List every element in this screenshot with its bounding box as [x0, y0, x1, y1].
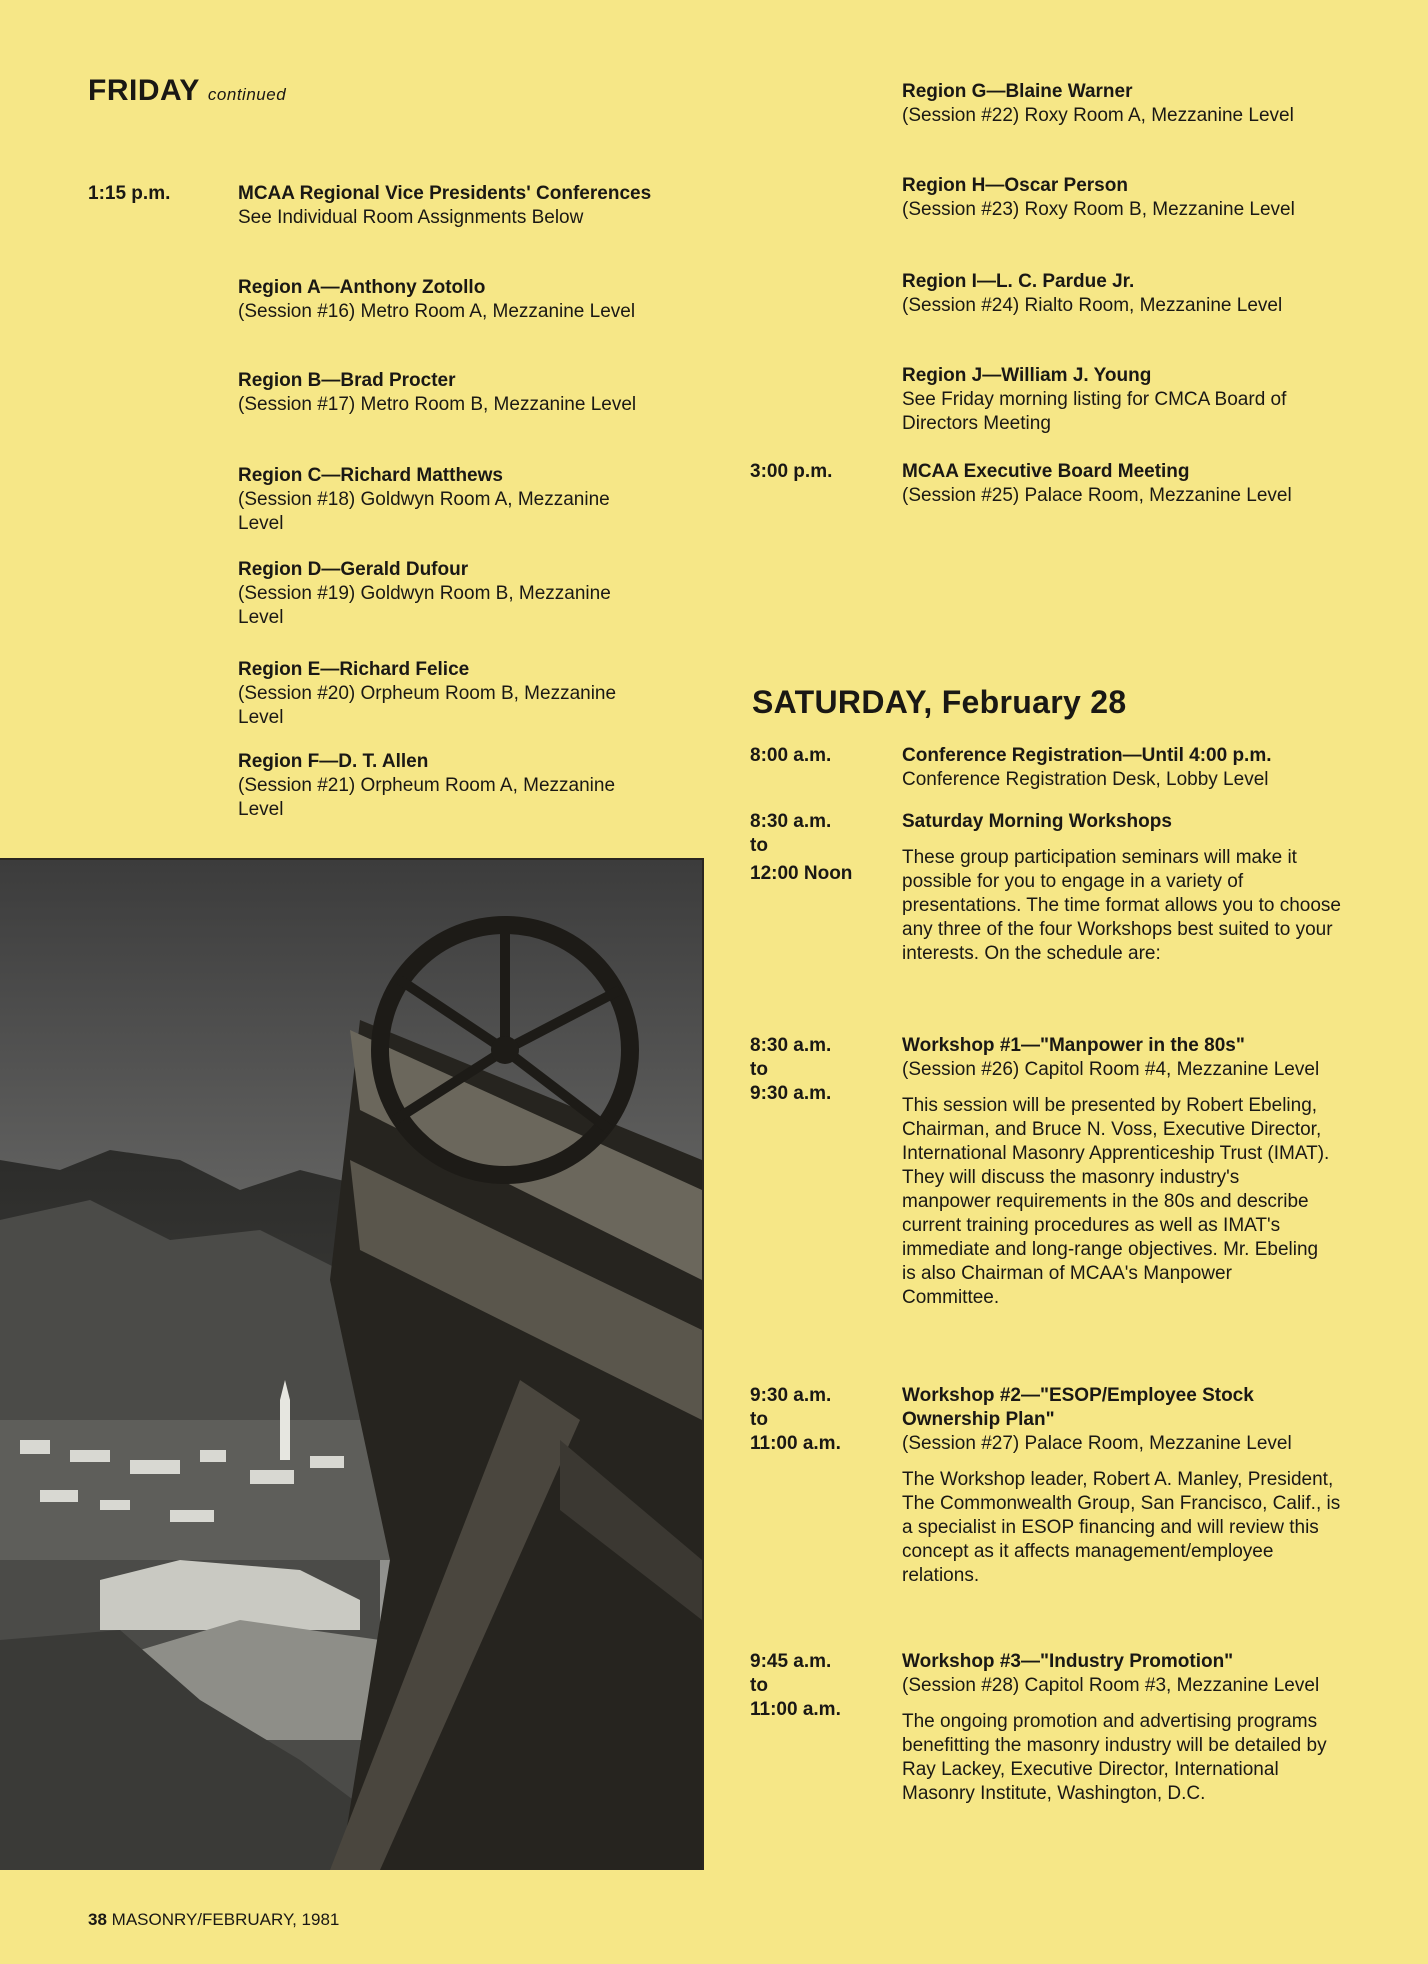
region-detail: (Session #18) Goldwyn Room A, Mezzanine Level [238, 489, 610, 534]
time-start: 9:45 a.m. [750, 1651, 832, 1672]
region-entry [902, 270, 1342, 318]
region-entry [238, 369, 668, 417]
time-to: to [750, 1409, 768, 1430]
page-footer [88, 1910, 339, 1930]
time-to: to [750, 1675, 768, 1696]
region-detail: (Session #23) Roxy Room B, Mezzanine Level [902, 199, 1295, 220]
region-title: Region B—Brad Procter [238, 370, 456, 391]
time-end: 11:00 a.m. [750, 1433, 841, 1454]
friday-heading [88, 74, 286, 108]
region-title: Region I—L. C. Pardue Jr. [902, 271, 1135, 292]
region-title: Region C—Richard Matthews [238, 465, 503, 486]
region-title: Region E—Richard Felice [238, 659, 470, 680]
region-entry [238, 750, 638, 822]
region-title: Region H—Oscar Person [902, 175, 1128, 196]
entry-title: Conference Registration—Until 4:00 p.m. [902, 745, 1272, 766]
mine-photograph [0, 858, 704, 1870]
entry-title: Workshop #3—"Industry Promotion" [902, 1651, 1234, 1672]
entry-detail: (Session #28) Capitol Room #3, Mezzanine Level [902, 1675, 1320, 1696]
time-label: 3:00 p.m. [750, 461, 833, 482]
region-title: Region D—Gerald Dufour [238, 559, 469, 580]
entry-title: Workshop #1—"Manpower in the 80s" [902, 1035, 1245, 1056]
entry-title: Workshop #2—"ESOP/Employee Stock Ownership Plan" [902, 1385, 1254, 1430]
schedule-entry [902, 810, 1342, 966]
continued-label: continued [207, 85, 287, 104]
region-entry [238, 558, 638, 630]
entry-description: This session will be presented by Robert Ebeling, Chairman, and Bruce N. Voss, Executive Director, International Masonry Apprenticeship Trust (IMAT). They will discuss the masonry industry's manpower requirements in the 80s and describe current training procedures as well as IMAT's immediate and long-range objectives. Mr. Ebeling is also Chairman of MCAA's Manpower Committee. [902, 1095, 1330, 1308]
mine-photo-illustration [0, 860, 702, 1870]
region-detail: See Friday morning listing for CMCA Board of Directors Meeting [902, 389, 1287, 434]
entry-description: The ongoing promotion and advertising programs benefitting the masonry industry will be detailed by Ray Lackey, Executive Director, International Masonry Institute, Washington, D.C. [902, 1711, 1327, 1804]
schedule-entry [902, 744, 1372, 792]
schedule-entry [902, 1650, 1372, 1806]
schedule-entry [902, 460, 1342, 508]
entry-detail: (Session #25) Palace Room, Mezzanine Level [902, 485, 1292, 506]
entry-title: MCAA Regional Vice Presidents' Conferences [238, 183, 652, 204]
schedule-entry [238, 182, 668, 230]
region-detail: (Session #17) Metro Room B, Mezzanine Level [238, 394, 637, 415]
entry-title: MCAA Executive Board Meeting [902, 461, 1190, 482]
entry-detail: These group participation seminars will make it possible for you to engage in a variety of presentations. The time format allows you to choose any three of the four Workshops best suited to your interests. On the schedule are: [902, 847, 1341, 964]
entry-description: The Workshop leader, Robert A. Manley, President, The Commonwealth Group, San Francisco, Calif., is a specialist in ESOP financing and will review this concept as it affects management/employee relations. [902, 1469, 1341, 1586]
time-to: to [750, 835, 768, 856]
time-start: 9:30 a.m. [750, 1385, 832, 1406]
schedule-entry [902, 1034, 1372, 1310]
page-number: 38 [88, 1910, 107, 1929]
time-range [750, 1034, 890, 1106]
time-label: 8:00 a.m. [750, 745, 832, 766]
time-start: 8:30 a.m. [750, 1035, 832, 1056]
region-title: Region A—Anthony Zotollo [238, 277, 486, 298]
region-detail: (Session #21) Orpheum Room A, Mezzanine Level [238, 775, 616, 820]
region-entry [902, 174, 1342, 222]
region-title: Region F—D. T. Allen [238, 751, 429, 772]
region-detail: (Session #22) Roxy Room A, Mezzanine Level [902, 105, 1294, 126]
time-end: 12:00 Noon [750, 863, 853, 884]
region-entry [902, 364, 1352, 436]
entry-detail: (Session #26) Capitol Room #4, Mezzanine Level [902, 1059, 1320, 1080]
time-range [750, 1384, 890, 1456]
time-end: 11:00 a.m. [750, 1699, 841, 1720]
time-label: 1:15 p.m. [88, 183, 171, 204]
time-range [750, 1650, 890, 1722]
entry-title: Saturday Morning Workshops [902, 811, 1172, 832]
time-to: to [750, 1059, 768, 1080]
region-entry [238, 464, 638, 536]
entry-detail: Conference Registration Desk, Lobby Level [902, 769, 1269, 790]
region-entry [902, 80, 1342, 128]
friday-heading-text: FRIDAY [88, 74, 200, 107]
time-start: 8:30 a.m. [750, 811, 832, 832]
region-entry [238, 658, 638, 730]
entry-detail: (Session #27) Palace Room, Mezzanine Level [902, 1433, 1292, 1454]
region-detail: (Session #20) Orpheum Room B, Mezzanine Level [238, 683, 617, 728]
region-title: Region G—Blaine Warner [902, 81, 1133, 102]
time-end: 9:30 a.m. [750, 1083, 832, 1104]
saturday-heading: SATURDAY, February 28 [752, 684, 1127, 720]
publication-name: MASONRY/FEBRUARY, 1981 [111, 1910, 340, 1929]
entry-detail: See Individual Room Assignments Below [238, 207, 584, 228]
region-entry [238, 276, 668, 324]
time-range [750, 810, 890, 886]
region-title: Region J—William J. Young [902, 365, 1152, 386]
region-detail: (Session #24) Rialto Room, Mezzanine Level [902, 295, 1283, 316]
schedule-entry [902, 1384, 1352, 1588]
region-detail: (Session #16) Metro Room A, Mezzanine Level [238, 301, 636, 322]
region-detail: (Session #19) Goldwyn Room B, Mezzanine Level [238, 583, 611, 628]
